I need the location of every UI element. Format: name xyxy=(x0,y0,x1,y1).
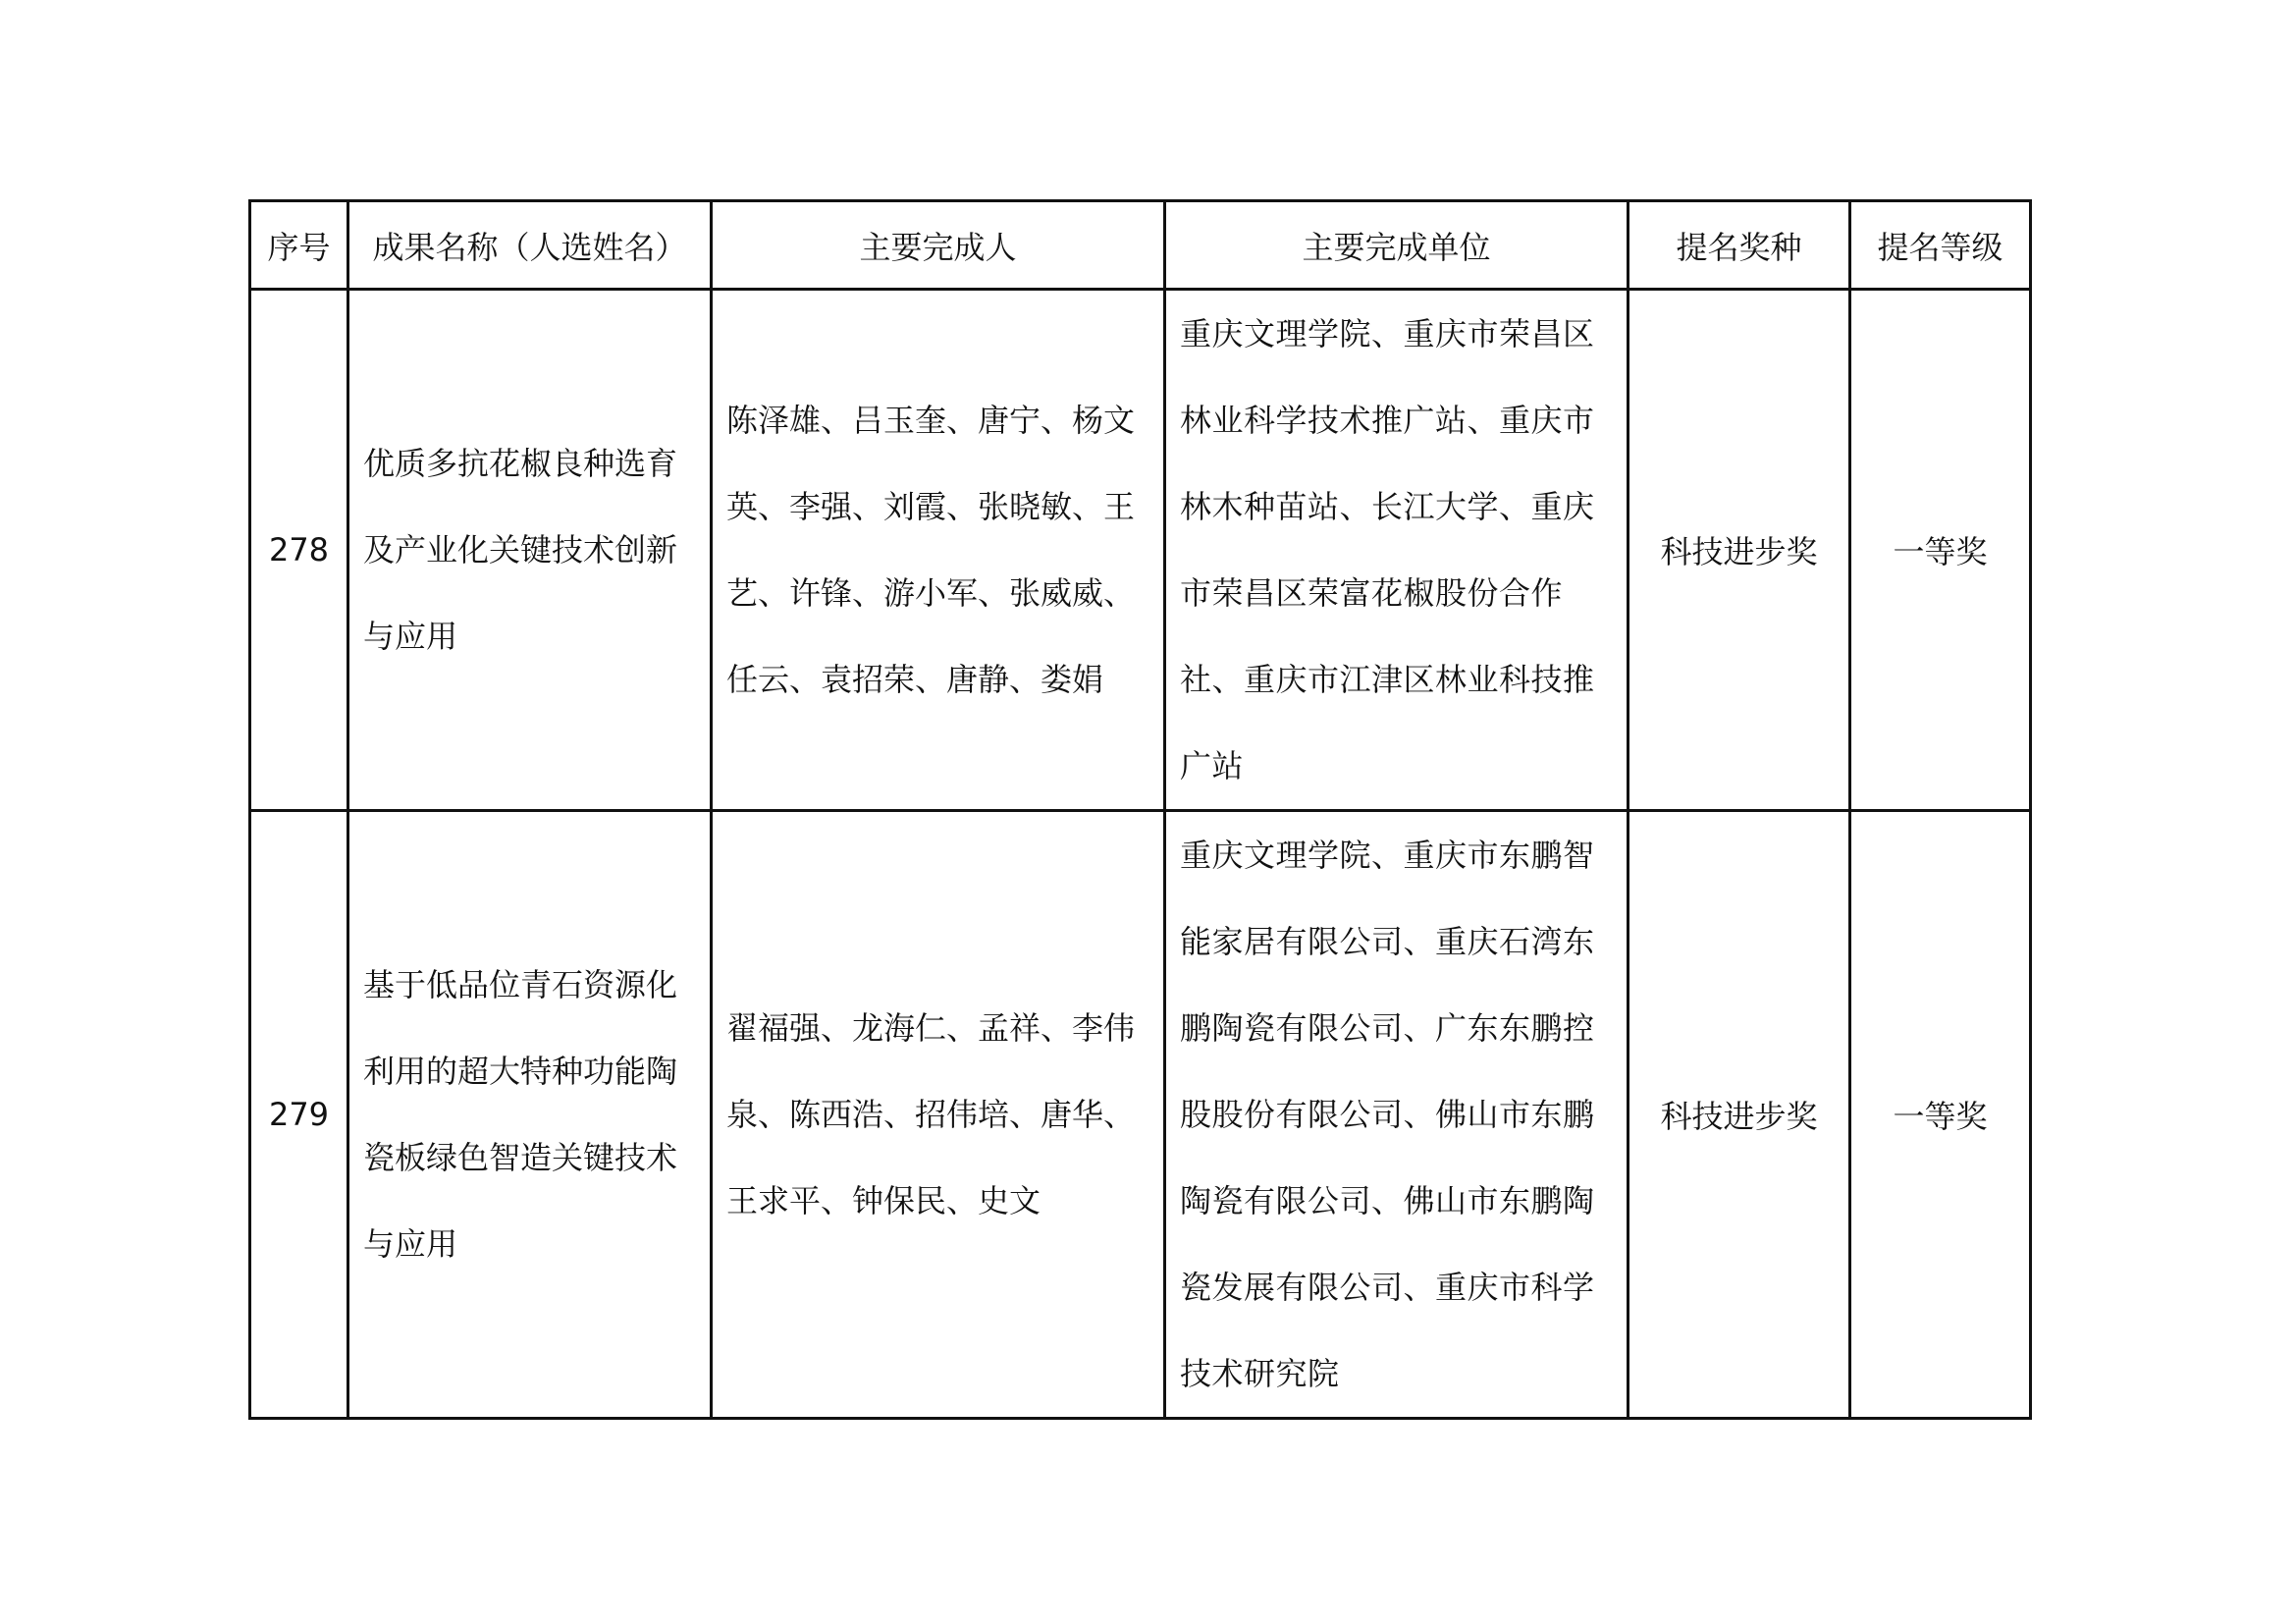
header-units: 主要完成单位 xyxy=(1165,201,1629,290)
table-header-row xyxy=(250,201,2031,290)
cell-people: 陈泽雄、吕玉奎、唐宁、杨文英、李强、刘霞、张晓敏、王艺、许锋、游小军、张威威、任云、袁招荣、唐静、娄娟 xyxy=(712,290,1165,811)
header-num: 序号 xyxy=(250,201,348,290)
table-row xyxy=(250,811,2031,1419)
cell-num: 278 xyxy=(250,290,348,811)
cell-name: 基于低品位青石资源化利用的超大特种功能陶瓷板绿色智造关键技术与应用 xyxy=(348,811,712,1419)
cell-award: 科技进步奖 xyxy=(1629,811,1850,1419)
cell-num: 279 xyxy=(250,811,348,1419)
cell-name: 优质多抗花椒良种选育及产业化关键技术创新与应用 xyxy=(348,290,712,811)
cell-people: 翟福强、龙海仁、孟祥、李伟泉、陈西浩、招伟培、唐华、王求平、钟保民、史文 xyxy=(712,811,1165,1419)
cell-award: 科技进步奖 xyxy=(1629,290,1850,811)
header-award: 提名奖种 xyxy=(1629,201,1850,290)
cell-units: 重庆文理学院、重庆市荣昌区林业科学技术推广站、重庆市林木种苗站、长江大学、重庆市荣昌区荣富花椒股份合作社、重庆市江津区林业科技推广站 xyxy=(1165,290,1629,811)
header-level: 提名等级 xyxy=(1850,201,2031,290)
header-people: 主要完成人 xyxy=(712,201,1165,290)
cell-level: 一等奖 xyxy=(1850,811,2031,1419)
awards-table xyxy=(248,199,2032,1420)
header-name: 成果名称（人选姓名） xyxy=(348,201,712,290)
cell-units: 重庆文理学院、重庆市东鹏智能家居有限公司、重庆石湾东鹏陶瓷有限公司、广东东鹏控股股份有限公司、佛山市东鹏陶瓷有限公司、佛山市东鹏陶瓷发展有限公司、重庆市科学技术研究院 xyxy=(1165,811,1629,1419)
cell-level: 一等奖 xyxy=(1850,290,2031,811)
table-row xyxy=(250,290,2031,811)
